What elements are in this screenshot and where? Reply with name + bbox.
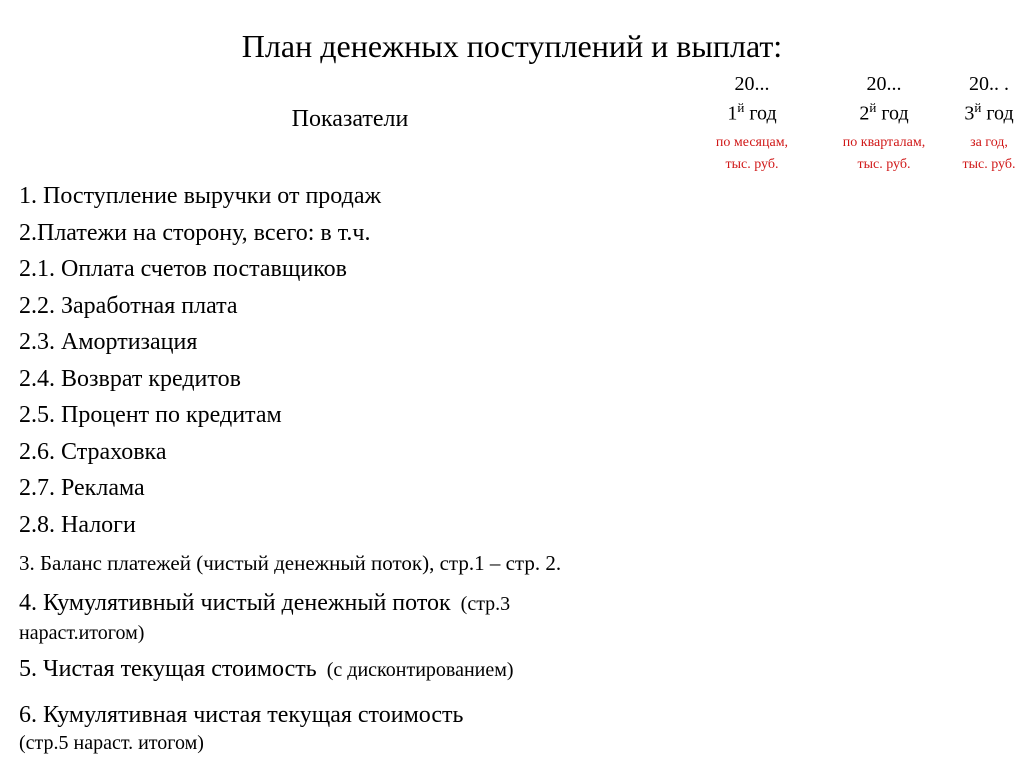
indicator-row: 2.7. Реклама [19,475,145,501]
column-header-year-1 [692,72,812,176]
indicator-row-npv [19,651,1019,688]
column-year: $1^й$ год [727,100,777,125]
indicator-row-cumulative-flow [19,589,1019,647]
indicator-row: 2.2. Заработная плата [19,292,238,319]
column-period: 20... [734,73,770,95]
column-year: $3^й$ год [964,100,1014,125]
column-unit: по месяцам, тыс. руб. [715,134,789,172]
row-note: (стр.3 [450,593,511,615]
indicators-header: Показатели [291,106,409,132]
indicator-row: 2.8. Налоги [19,511,136,538]
indicator-row: 2.1. Оплата счетов поставщиков [19,256,347,282]
indicator-row: 2.5. Процент по кредитам [19,402,282,428]
indicator-row: 1. Поступление выручки от продаж [19,183,382,209]
indicator-row: 2.4. Возврат кредитов [19,365,241,392]
column-header-year-2 [822,72,946,176]
row-main: 4. Кумулятивный чистый денежный поток [19,590,451,616]
indicator-row: 2.6. Страховка [19,438,167,465]
row-main: 5. Чистая текущая стоимость [19,656,317,682]
column-period: 20... [866,73,902,95]
indicator-row-balance: 3. Баланс платежей (чистый денежный поток), стр.1 – стр. 2. [19,551,562,575]
indicator-row: 2.3. Амортизация [19,329,198,355]
column-header-year-3 [944,72,1024,176]
indicator-list [19,178,1019,756]
row-note: (стр.5 нараст. итогом) [19,732,204,754]
column-unit: по кварталам, тыс. руб. [842,134,926,172]
row-main: 6. Кумулятивная чистая текущая стоимость [19,702,464,728]
indicator-row: 2.Платежи на сторону, всего: в т.ч. [19,219,371,246]
column-unit: за год, тыс. руб. [962,134,1016,172]
page-title: План денежных поступлений и выплат: [241,28,783,64]
indicator-row-cumulative-npv [19,700,1019,756]
row-note-cont: нараст.итогом) [19,622,145,644]
column-year: $2^й$ год [859,100,909,125]
column-period: 20.. . [969,73,1009,95]
row-note: (с дисконтированием) [316,659,514,681]
